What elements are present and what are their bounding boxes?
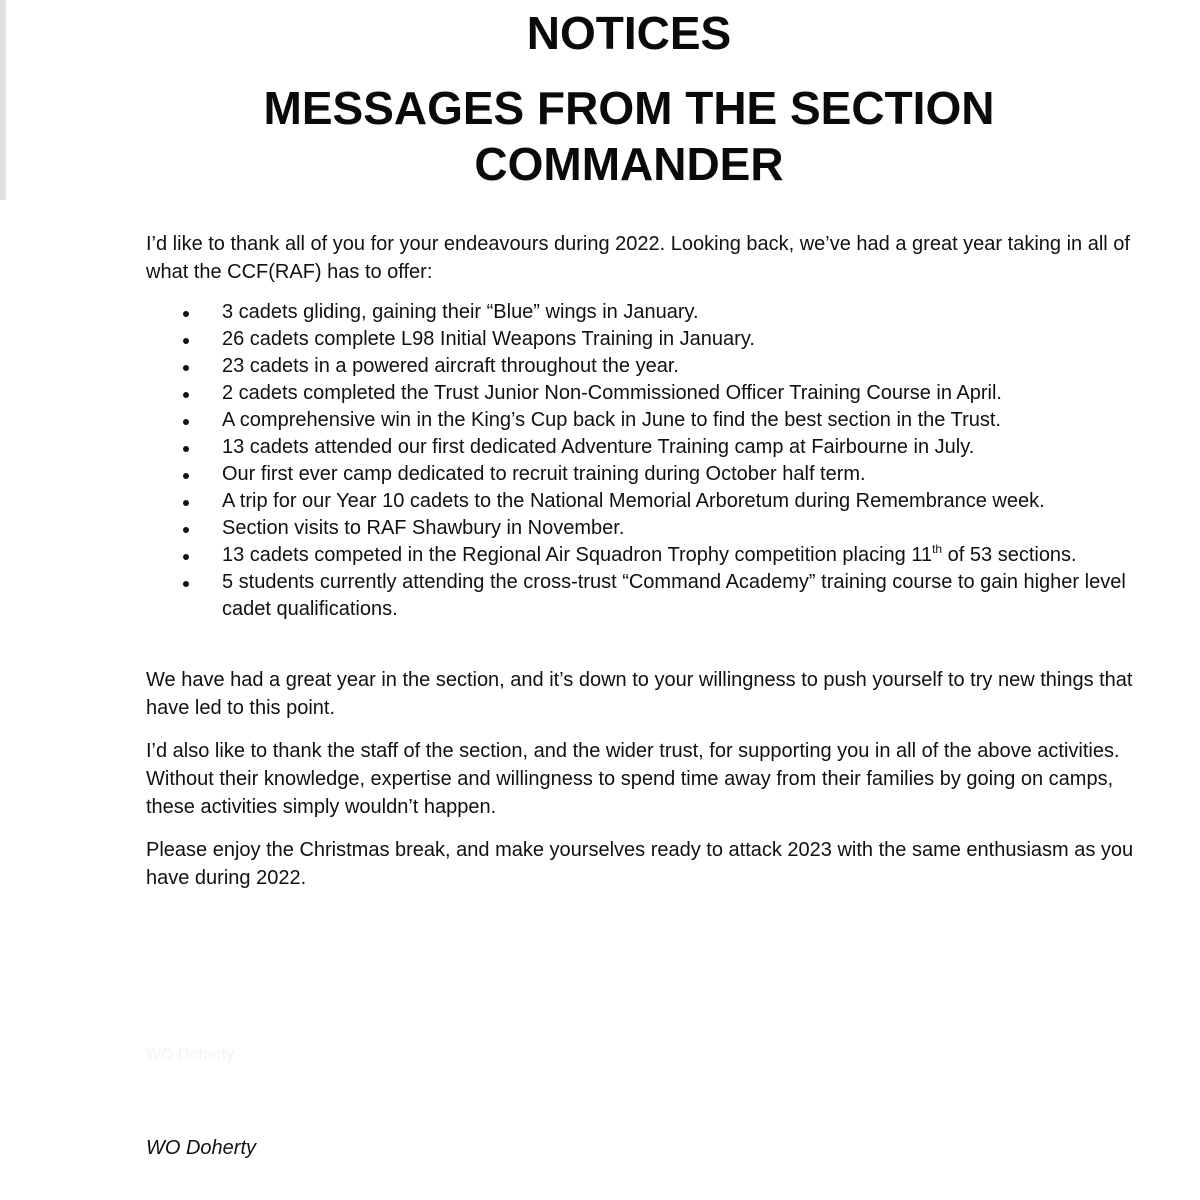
achievement-item: A trip for our Year 10 cadets to the National Memorial Arboretum during Remembrance week. [146,488,1146,515]
intro-paragraph: I’d like to thank all of you for your endeavours during 2022. Looking back, we’ve had a great year taking in all of what the CCF(RAF) has to offer: [146,233,1130,283]
achievements-list [146,299,1146,623]
messages-heading-line-2: COMMANDER [474,138,784,190]
achievement-item: 23 cadets in a powered aircraft throughout the year. [146,353,1146,380]
messages-heading-line-1: MESSAGES FROM THE SECTION [263,82,995,134]
faint-text: WO Doherty [146,1046,235,1063]
achievement-text: 13 cadets competed in the Regional Air Squadron Trophy competition placing 11 [222,544,933,566]
achievement-item [146,542,1146,569]
signature: WO Doherty [146,1137,257,1159]
achievement-item: 5 students currently attending the cross-trust “Command Academy” training course to gain higher level cadet qualifications. [146,569,1146,623]
achievement-item: Our first ever camp dedicated to recruit training during October half term. [146,461,1146,488]
body-paragraph: We have had a great year in the section, and it’s down to your willingness to push yourself to try new things that have led to this point. [146,669,1133,719]
achievement-item: 13 cadets attended our first dedicated Adventure Training camp at Fairbourne in July. [146,434,1146,461]
achievement-item: 2 cadets completed the Trust Junior Non-Commissioned Officer Training Course in April. [146,380,1146,407]
achievement-item: Section visits to RAF Shawbury in November. [146,515,1146,542]
achievement-text: of 53 sections. [942,544,1077,566]
ordinal-suffix: th [932,542,943,556]
achievement-item: A comprehensive win in the King’s Cup back in June to find the best section in the Trust. [146,407,1146,434]
body-paragraph: I’d also like to thank the staff of the section, and the wider trust, for supporting you in all of the above activities. Without their knowledge, expertise and willingness to spend time away from their families by going on camps, these activities simply wouldn’t happen. [146,740,1120,818]
achievement-item: 26 cadets complete L98 Initial Weapons Training in January. [146,326,1146,353]
body-paragraph: Please enjoy the Christmas break, and make yourselves ready to attack 2023 with the same enthusiasm as you have during 2022. [146,839,1134,889]
message-body [146,230,1146,892]
achievement-item: 3 cadets gliding, gaining their “Blue” wings in January. [146,299,1146,326]
notices-heading: NOTICES [526,7,732,59]
messages-heading [0,80,1200,192]
